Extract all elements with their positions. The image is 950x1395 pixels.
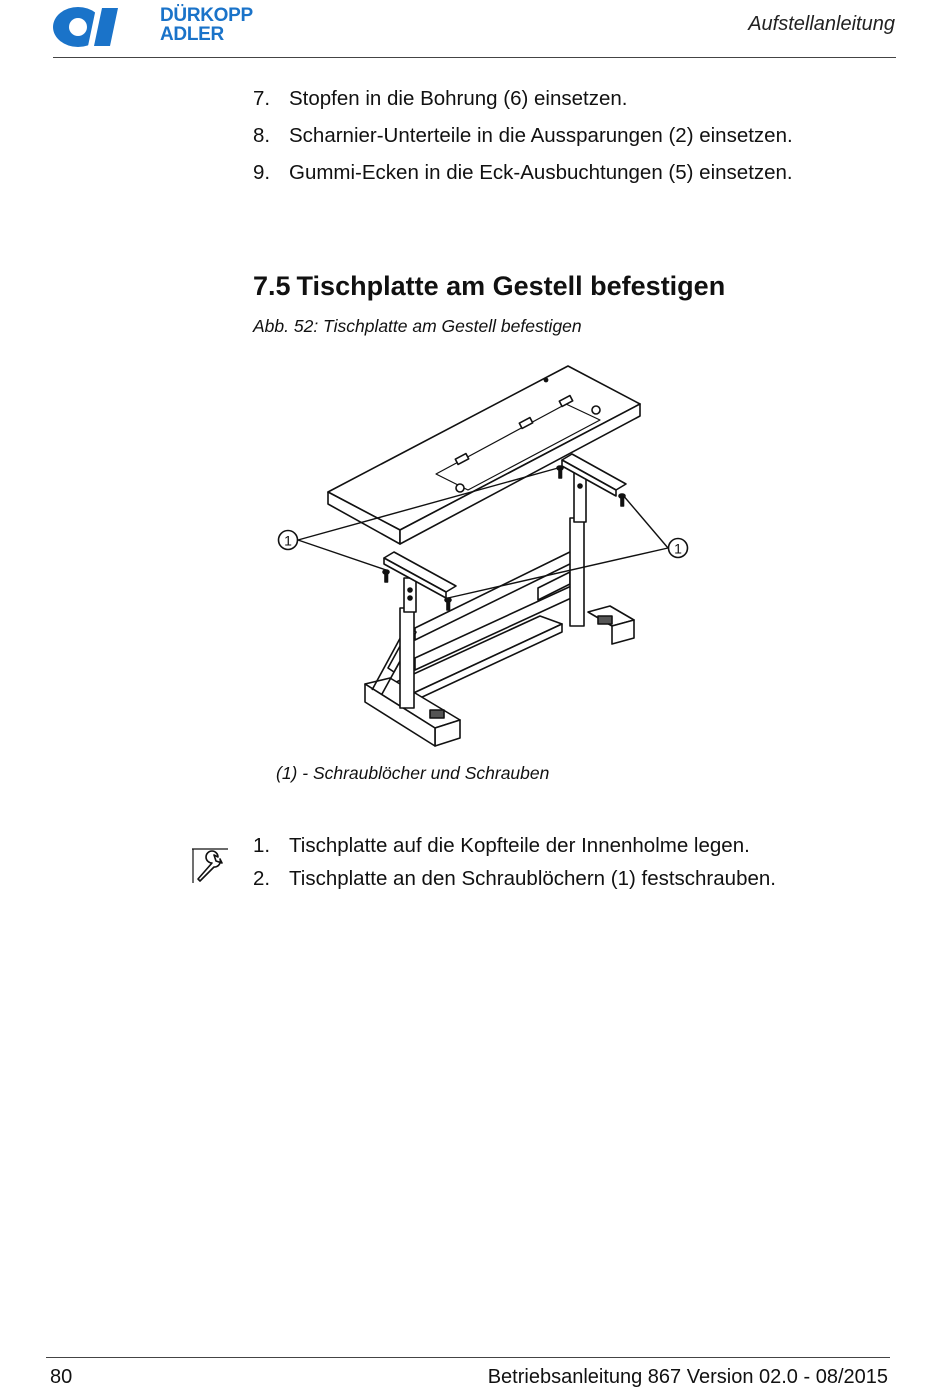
callout-marker-right: [669, 539, 688, 558]
step-number: 7.: [253, 87, 271, 110]
brand-name-line1: DÜRKOPP: [160, 5, 253, 26]
brand-name-line2: ADLER: [160, 24, 224, 45]
section-heading: [253, 271, 725, 302]
list-item: [253, 832, 776, 865]
callout-label-left: 1: [284, 532, 292, 549]
callout-label-right: 1: [674, 540, 682, 557]
step-text: Gummi-Ecken in die Eck-Ausbuchtungen (5) einsetzen.: [289, 161, 793, 184]
list-item: [253, 85, 793, 122]
document-version: Betriebsanleitung 867 Version 02.0 - 08/2015: [487, 1366, 888, 1388]
step-text: Tischplatte an den Schraublöchern (1) festschrauben.: [289, 867, 776, 890]
step-number: 1.: [253, 834, 271, 857]
step-list-top: [253, 85, 793, 196]
step-number: 8.: [253, 124, 271, 147]
section-number: 7.5: [253, 271, 291, 301]
step-text: Tischplatte auf die Kopfteile der Innenholme legen.: [289, 834, 750, 857]
step-number: 9.: [253, 161, 271, 184]
step-list-bottom: [253, 832, 776, 898]
table-top: [328, 366, 640, 544]
figure-caption: Abb. 52: Tischplatte am Gestell befestigen: [253, 316, 582, 336]
brand-name: [160, 6, 253, 44]
wrench-icon: [190, 845, 230, 885]
page-number: 80: [50, 1366, 73, 1388]
footer-divider: [46, 1357, 890, 1358]
header-divider: [53, 57, 896, 58]
section-title: Tischplatte am Gestell befestigen: [296, 271, 726, 301]
step-text: Stopfen in die Bohrung (6) einsetzen.: [289, 87, 628, 110]
list-item: [253, 865, 776, 898]
callout-marker-left: [279, 531, 298, 550]
header-title: Aufstellanleitung: [748, 13, 895, 35]
list-item: [253, 122, 793, 159]
figure-legend: (1) - Schraublöcher und Schrauben: [276, 763, 550, 783]
list-item: [253, 159, 793, 196]
table-assembly-illustration: [270, 358, 700, 758]
step-number: 2.: [253, 867, 271, 890]
brand-logo: [52, 4, 253, 50]
step-text: Scharnier-Unterteile in die Aussparungen (2) einsetzen.: [289, 124, 793, 147]
brand-mark-icon: [52, 4, 156, 50]
